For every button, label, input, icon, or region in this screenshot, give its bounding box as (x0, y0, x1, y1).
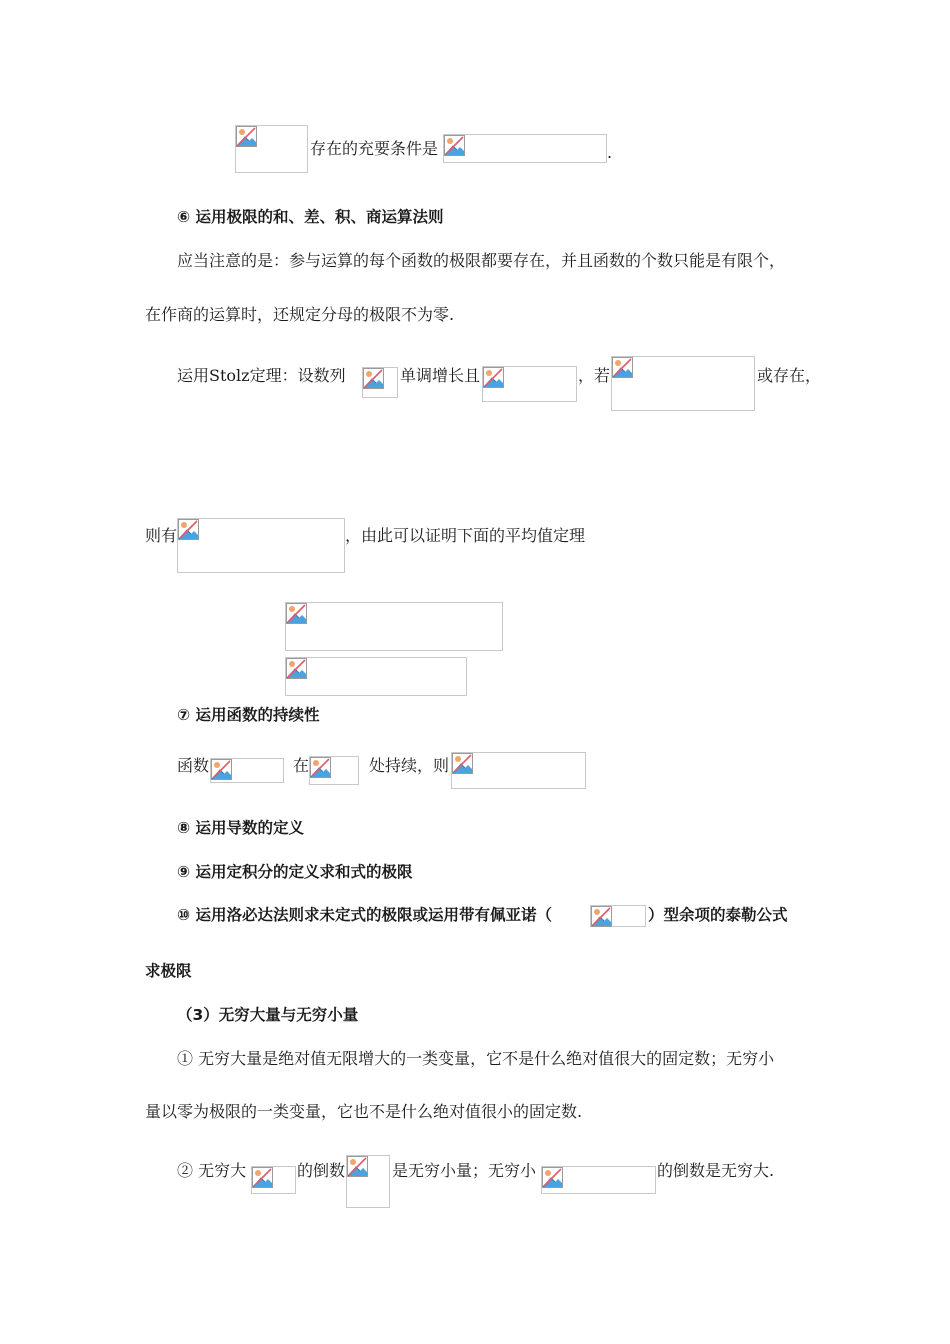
text-line: 运用Stolz定理：设数列 (177, 366, 346, 385)
broken-image-icon (542, 1167, 563, 1188)
text-line: 存在的充要条件是 (310, 139, 439, 158)
text-line: 是无穷小量；无穷小 (392, 1161, 537, 1180)
section-heading-10-cont: ）型余项的泰勒公式 (648, 906, 788, 924)
broken-image-icon (236, 126, 257, 147)
formula-image (251, 1166, 296, 1194)
text-line: 单调增长且 (400, 366, 481, 385)
formula-image (611, 356, 755, 411)
paragraph-line: ① 无穷大量是绝对值无限增大的一类变量，它不是什么绝对值很大的固定数；无穷小 (177, 1049, 775, 1068)
formula-image (590, 905, 646, 927)
formula-image (210, 758, 284, 783)
broken-image-icon (286, 658, 307, 679)
formula-image (541, 1166, 656, 1194)
broken-image-icon (347, 1156, 368, 1177)
text-line: ，由此可以证明下面的平均值定理 (345, 526, 586, 545)
formula-image (235, 125, 308, 173)
broken-image-icon (178, 519, 199, 540)
text-line: 的倒数 (297, 1161, 346, 1180)
text-line: 或存在， (757, 366, 822, 385)
broken-image-icon (310, 757, 331, 778)
subsection-heading: （3）无穷大量与无穷小量 (177, 1006, 359, 1024)
broken-image-icon (612, 357, 633, 378)
text-line: ，若 (578, 366, 611, 385)
broken-image-icon (483, 367, 504, 388)
broken-image-icon (452, 753, 473, 774)
text-line: ② 无穷大 (177, 1161, 247, 1180)
formula-image (451, 752, 586, 789)
broken-image-icon (363, 368, 384, 389)
broken-image-icon (286, 603, 307, 624)
text-line: 的倒数是无穷大. (657, 1161, 775, 1180)
section-heading-8: ⑧ 运用导数的定义 (177, 819, 305, 837)
broken-image-icon (444, 135, 465, 156)
section-heading-9: ⑨ 运用定积分的定义求和式的极限 (177, 863, 413, 881)
formula-image (362, 367, 398, 398)
section-heading-7: ⑦ 运用函数的持续性 (177, 706, 320, 724)
section-heading-6: ⑥ 运用极限的和、差、积、商运算法则 (177, 208, 444, 226)
formula-image (482, 366, 577, 402)
formula-image (443, 134, 607, 163)
formula-image (285, 657, 467, 696)
paragraph-line: 应当注意的是：参与运算的每个函数的极限都要存在，并且函数的个数只能是有限个， (177, 251, 786, 270)
formula-image (346, 1155, 390, 1208)
text-period: . (607, 143, 613, 162)
formula-image (285, 602, 503, 651)
text-line: 在 (293, 756, 310, 775)
section-heading-10: ⑩ 运用洛必达法则求未定式的极限或运用带有佩亚诺（ (177, 906, 553, 924)
formula-image (309, 756, 359, 785)
section-heading-10-cont: 求极限 (145, 962, 192, 980)
broken-image-icon (252, 1167, 273, 1188)
broken-image-icon (211, 759, 232, 780)
text-line: 函数 (177, 756, 210, 775)
formula-image (177, 518, 345, 573)
broken-image-icon (591, 906, 612, 927)
paragraph-line: 量以零为极限的一类变量，它也不是什么绝对值很小的固定数. (145, 1102, 583, 1121)
paragraph-line: 在作商的运算时，还规定分母的极限不为零. (145, 305, 455, 324)
text-line: 则有 (145, 526, 178, 545)
text-line: 处持续，则 (369, 756, 450, 775)
